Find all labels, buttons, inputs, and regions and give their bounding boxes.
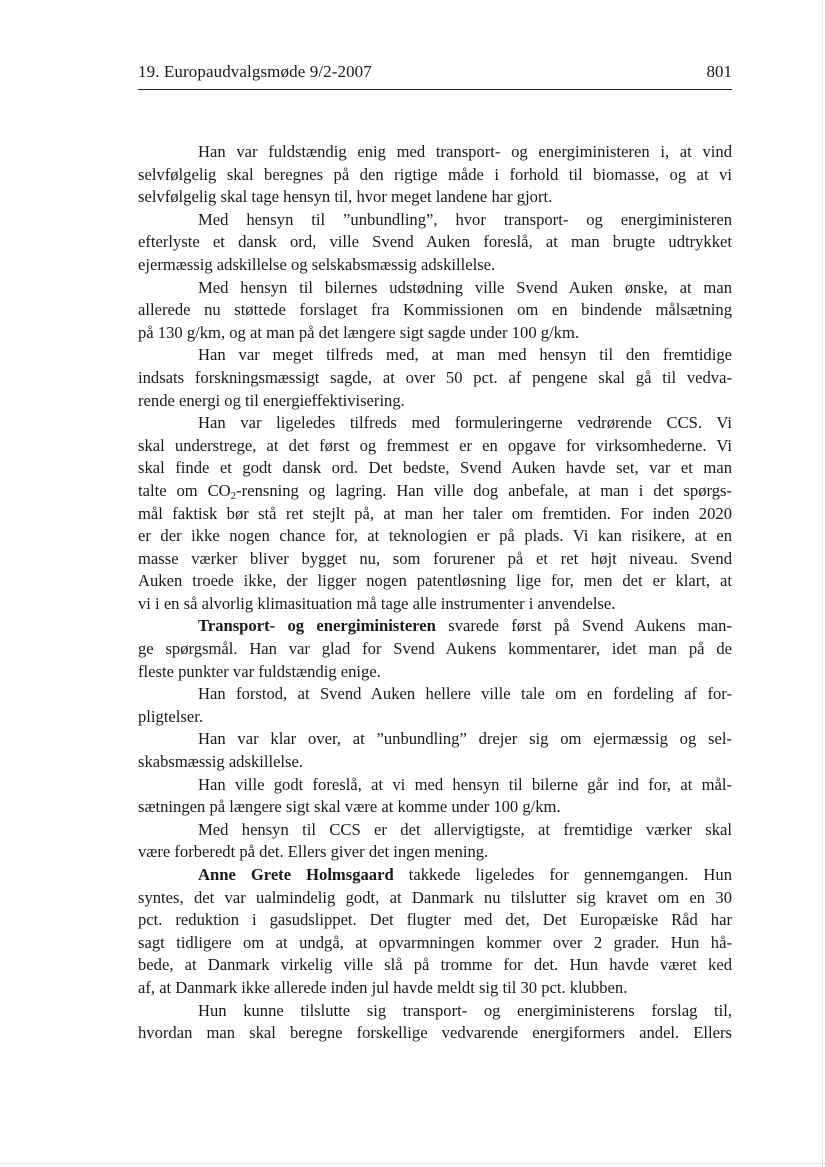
text-line: sagt tidligere om at undgå, at opvarmningen kommer over 2 grader. Hun hå- xyxy=(138,932,732,952)
text-fragment: svarede først på Svend Aukens man- xyxy=(435,616,732,636)
text-line: mål faktisk bør stå ret stejlt på, at man her taler om fremtiden. For inden 2020 xyxy=(138,503,732,523)
text-line: Han var meget tilfreds med, at man med hensyn til den fremtidige xyxy=(198,345,732,365)
text-line: ge spørgsmål. Han var glad for Svend Aukens kommentarer, idet man på de xyxy=(138,639,732,659)
text-line: selvfølgelig skal tage hensyn til, hvor meget landene har gjort. xyxy=(138,187,553,207)
text-line: Han ville godt foreslå, at vi med hensyn til bilerne går ind for, at mål- xyxy=(198,774,732,794)
text-line: bede, at Danmark virkelig ville slå på tromme for det. Hun havde været ked xyxy=(138,955,732,975)
text-line: af, at Danmark ikke allerede inden jul havde meldt sig til 30 pct. klubben. xyxy=(138,977,628,997)
speaker-name: Anne Grete Holmsgaard xyxy=(198,865,394,884)
text-line: Han var fuldstændig enig med transport- og energiministeren i, at vind xyxy=(198,142,732,161)
text-line: pct. reduktion i gasudslippet. Det flugter med det, Det Europæiske Råd har xyxy=(138,910,732,930)
text-line: syntes, det var ualmindelig godt, at Danmark nu tilslutter sig kravet om en 30 xyxy=(138,887,732,907)
text-fragment: -rensning og lagring. Han ville dog anbefale, at man i det spørgs- xyxy=(236,480,732,500)
text-line: Han forstod, at Svend Auken hellere ville tale om en fordeling af for- xyxy=(198,684,732,704)
text-line: rende energi og til energieffektivisering. xyxy=(138,390,405,410)
subscript: 2 xyxy=(230,489,237,502)
scan-bottom-edge xyxy=(0,1163,825,1164)
text-line: skal finde et godt dansk ord. Det bedste, Svend Auken havde set, var et man xyxy=(138,458,732,478)
text-line: Med hensyn til CCS er det allervigtigste, at fremtidige værker skal xyxy=(198,819,732,839)
text-line: pligtelser. xyxy=(138,706,203,726)
header-title: 19. Europaudvalgsmøde 9/2-2007 xyxy=(138,62,372,81)
scan-edge xyxy=(821,0,823,1167)
text-line: skal understrege, at det først og fremmest er en opgave for virksomhederne. Vi xyxy=(138,435,732,455)
text-line: efterlyste et dansk ord, ville Svend Auken foreslå, at man brugte udtrykket xyxy=(138,232,732,252)
text-line: er der ikke nogen chance for, at teknologien er på plads. Vi kan risikere, at en xyxy=(138,526,732,546)
text-line: Hun kunne tilslutte sig transport- og energiministerens forslag til, xyxy=(198,1000,732,1020)
body-text xyxy=(138,141,732,1045)
text-line: på 130 g/km, og at man på det længere sigt sagde under 100 g/km. xyxy=(138,322,580,342)
page-header xyxy=(138,60,732,88)
text-line: allerede nu støttede forslaget fra Kommissionen om en bindende målsætning xyxy=(138,300,732,320)
text-line: være forberedt på det. Ellers giver det ingen mening. xyxy=(138,842,489,862)
text-line xyxy=(138,864,732,887)
text-line: selvfølgelig skal beregnes på den rigtige måde i forhold til biomasse, og at vi xyxy=(138,164,732,184)
speaker-name: Transport- og energiministeren xyxy=(198,616,436,636)
text-line: skabsmæssig adskillelse. xyxy=(138,752,304,772)
text-line xyxy=(138,615,732,638)
text-line: Med hensyn til ”unbundling”, hvor transport- og energiministeren xyxy=(198,209,732,229)
text-fragment: takkede ligeledes for gennemgangen. Hun xyxy=(393,865,732,884)
text-line: masse værker bliver bygget nu, som forurener på et ret højt niveau. Svend xyxy=(138,548,732,568)
text-line: fleste punkter var fuldstændig enige. xyxy=(138,661,381,681)
text-fragment: talte om CO xyxy=(138,480,231,500)
text-line: Han var ligeledes tilfreds med formuleringerne vedrørende CCS. Vi xyxy=(198,413,732,433)
text-line: vi i en så alvorlig klimasituation må tage alle instrumenter i anvendelse. xyxy=(138,593,616,613)
text-line: indsats forskningsmæssigt sagde, at over 50 pct. af pengene skal gå til vedva- xyxy=(138,367,732,387)
text-line: Han var klar over, at ”unbundling” drejer sig om ejermæssig og sel- xyxy=(198,729,732,749)
page-number: 801 xyxy=(706,62,732,81)
text-line: Med hensyn til bilernes udstødning ville Svend Auken ønske, at man xyxy=(198,277,732,297)
text-line xyxy=(138,480,732,503)
text-line: hvordan man skal beregne forskellige vedvarende energiformers andel. Ellers xyxy=(138,1023,732,1043)
text-line: ejermæssig adskillelse og selskabsmæssig adskillelse. xyxy=(138,254,496,274)
header-rule xyxy=(138,89,732,90)
text-line: Auken troede ikke, der ligger nogen patentløsning lige for, men det er klart, at xyxy=(138,571,732,591)
text-line: sætningen på længere sigt skal være at komme under 100 g/km. xyxy=(138,797,561,817)
